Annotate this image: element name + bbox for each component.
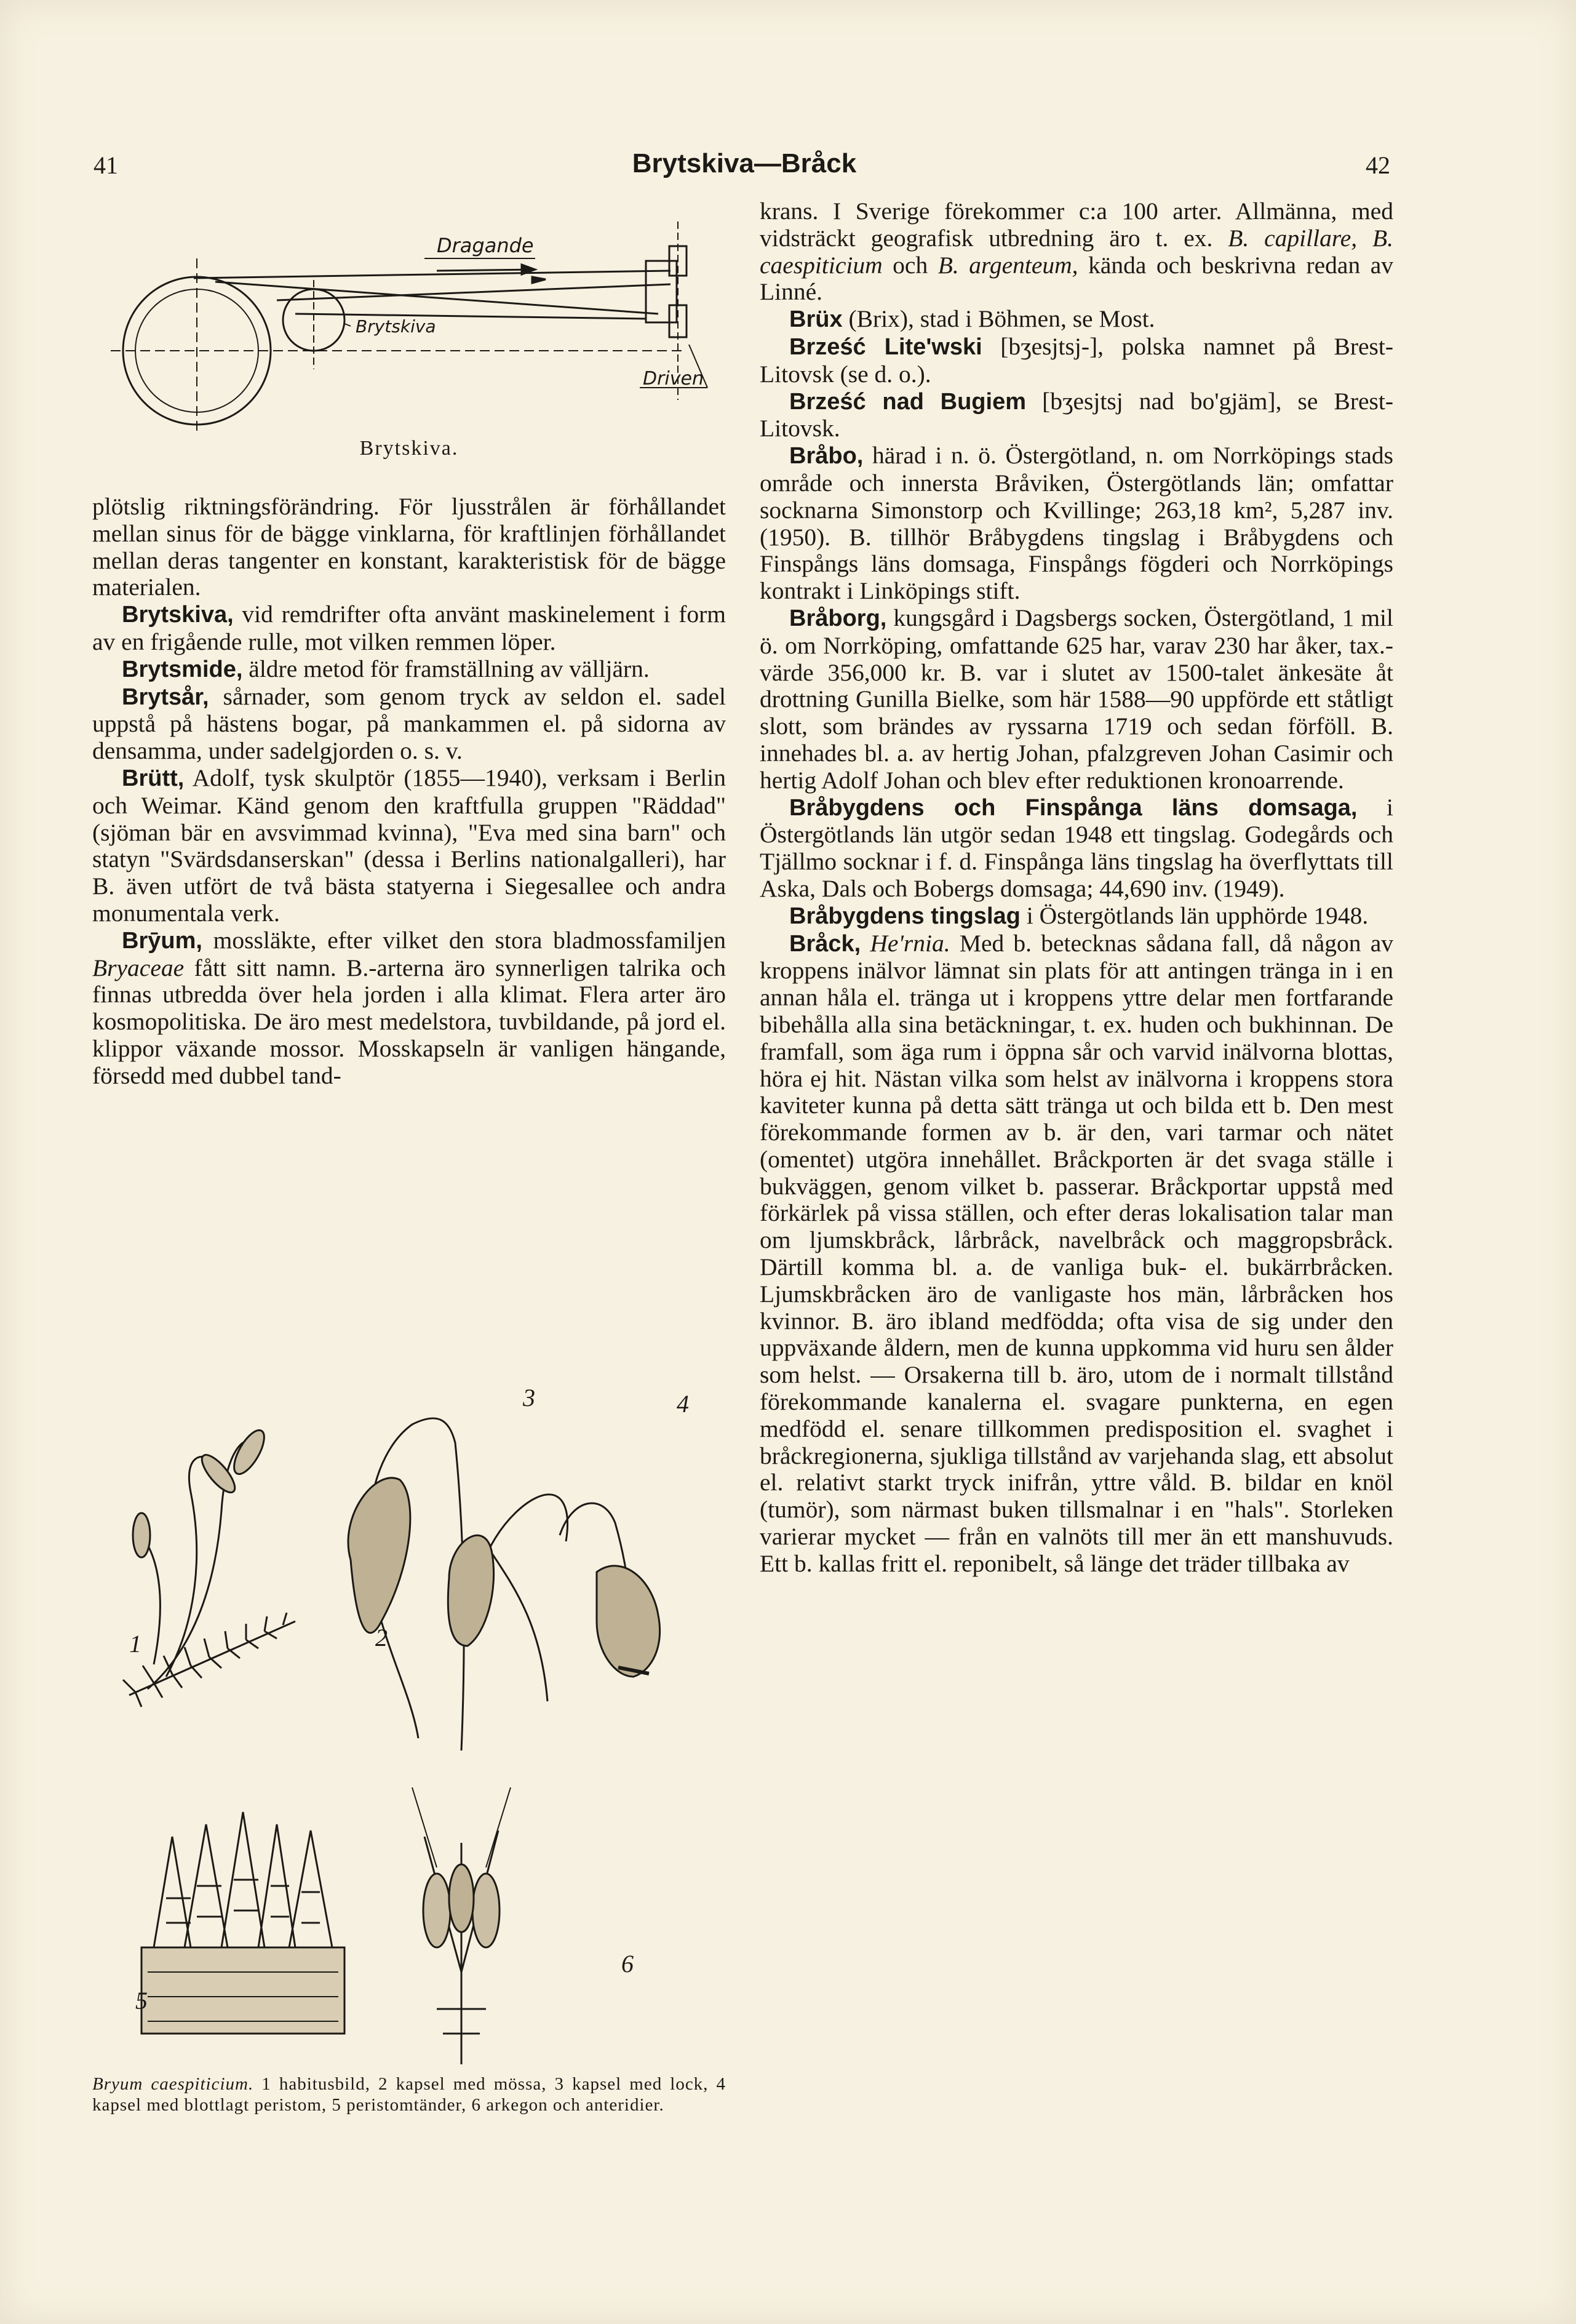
- entry-text: kända och beskrivna redan av Linné.: [760, 251, 1393, 306]
- left-column-text: [92, 493, 726, 1090]
- belt-drive-diagram: [92, 209, 726, 431]
- entry-text: [bʒesjtsj-], polska namnet på Brest-Litovsk (se d. o.).: [760, 332, 1393, 388]
- figure-label-6: 6: [621, 1950, 634, 1978]
- entry-italic: Bryaceae: [92, 954, 185, 981]
- label-dragande: Dragande: [437, 234, 534, 257]
- entry-brzesc-nad-bugiem: [760, 388, 1393, 443]
- entry-text: vid remdrifter ofta använt maskinelement i form av en frigående rulle, mot vilken remmen löper.: [92, 601, 726, 655]
- label-driven: Driven: [643, 368, 704, 389]
- entry-text: härad i n. ö. Östergötland, n. om Norrköpings stads område och innersta Bråviken, Östergötlands län; omfattar socknarna Simonstorp och Kvillinge; 263,18 km², 5,287 inv. (1950). B. tillhör Bråbygdens tingslag i Bråbygdens och Finspångs läns domsaga, Finspångs fögderi och Norrköpings kontrakt i Linköpings stift.: [760, 442, 1393, 605]
- page-header: [86, 148, 1403, 188]
- entry-text: [bʒesjtsj nad bo'gjäm], se Brest-Litovsk.: [760, 387, 1394, 442]
- entry-text: sårnader, som genom tryck av seldon el. sadel uppstå på hästens bogar, på mankammen el. på sidorna av densamma, under sadelgjorden o. s. v.: [92, 682, 726, 765]
- headword: Brüx: [789, 306, 843, 333]
- entry-text: kungsgård i Dagsbergs socken, Östergötland, 1 mil ö. om Norrköping, omfattande 625 har, varav 230 har åker, tax.-värde 356,000 kr. B. var i slutet av 1500-talet änkesäte åt drottning Gunilla Bielke, som här 1588—90 uppförde ett ståtligt slott, som brändes av ryssarna 1719 och sedan förföll. B. innehades bl. a. av hertig Johan, pfalzgreven Johan Casimir och hertig Adolf Johan och blev efter reduktionen kronoarrende.: [760, 604, 1393, 794]
- right-column-text: [760, 198, 1393, 1578]
- headword: Brześć Lite'wski: [789, 333, 982, 360]
- entry-text: i Östergötlands län utgör sedan 1948 ett tingslag. Godegårds och Tjällmo socknar i f. d. Finspånga läns tingslag ha överflyttats till Aska, Dals och Bobergs domsaga; 44,690 inv. (1949).: [760, 793, 1393, 902]
- entry-brabo: [760, 442, 1393, 605]
- entry-bryum: [92, 927, 726, 1090]
- figure-caption-bryum: [92, 2074, 726, 2115]
- entry-brytsmide: [92, 656, 726, 684]
- entry-brytskiva: [92, 601, 726, 656]
- entry-brzesc-litewski: [760, 333, 1393, 388]
- headword: Bråck,: [789, 930, 861, 957]
- headword: Brytsmide,: [122, 656, 243, 682]
- brytskiva-figure: [92, 209, 726, 480]
- headword: Bråbygdens tingslag: [789, 903, 1021, 929]
- figure-label-2: 2: [375, 1624, 388, 1651]
- continued-paragraph: [760, 198, 1393, 306]
- headword: Bråbo,: [789, 443, 864, 469]
- right-page-number: 42: [1366, 151, 1390, 179]
- headword: Brytsår,: [122, 684, 209, 710]
- entry-text: (Brix), stad i Böhmen, se Most.: [842, 305, 1155, 333]
- label-brytskiva: Brytskiva: [356, 316, 436, 337]
- figure-label-1: 1: [129, 1630, 141, 1658]
- continued-paragraph: plötslig riktningsförändring. För ljusstrålen är förhållandet mellan sinus för de bägge vinklarna, för kraftlinjen förhållandet mellan deras tangenter en konstant, karakteristisk för de bägge materialen.: [92, 493, 726, 601]
- entry-italic: B. argenteum,: [937, 251, 1078, 279]
- entry-brabygdens-domsaga: [760, 794, 1393, 903]
- left-page-number: 41: [94, 151, 118, 179]
- headword: Brütt,: [122, 765, 185, 791]
- entry-brack: [760, 930, 1393, 1578]
- entry-brabygdens-tingslag: [760, 903, 1393, 930]
- caption-text: 1 habitusbild, 2 kapsel med mössa, 3 kapsel med lock, 4 kapsel med blottlagt peristom, 5 peristomtänder, 6 arkegon och anteridier.: [92, 2074, 726, 2115]
- moss-illustration: [92, 1357, 726, 2064]
- figure-label-4: 4: [677, 1390, 689, 1418]
- entry-text: mossläkte, efter vilket den stora bladmossfamiljen: [202, 926, 726, 954]
- entry-brytsar: [92, 684, 726, 765]
- entry-text: i Östergötlands län upphörde 1948.: [1020, 901, 1369, 929]
- entry-text: och: [882, 251, 938, 279]
- entry-brux: [760, 306, 1393, 333]
- headword: Brytskiva,: [122, 602, 234, 628]
- entry-text: äldre metod för framställning av välljärn.: [242, 655, 650, 682]
- running-title: Brytskiva—Bråck: [632, 148, 857, 178]
- entry-text: fått sitt namn. B.-arterna äro synnerligen talrika och finnas utbredda över hela jorden i alla klimat. Flera arter äro kosmopolitiska. De äro mest medelstora, tuvbildande, på jord el. klippor växande mossor. Mosskapseln är vanligen hängande, försedd med dubbel tand-: [92, 954, 726, 1089]
- entry-braborg: [760, 605, 1393, 794]
- entry-text: Med b. betecknas sådana fall, då någon av kroppens inälvor lämnat sin plats för att antingen tränga in i en annan håla el. tränga ut i kroppens yttre delar men fortfarande bibehålla alla sina betäckningar, t. ex. huden och bukhinnan. De framfall, som äga rum i öppna sår och varvid inälvorna blottas, höra ej hit. Nästan vilka som helst av inälvorna i kroppens stora kaviteter kunna på detta sätt tränga ut och bilda ett b. Den mest förekommande formen av b. är den, vari tarmar och nätet (omentet) utgöra innehållet. Bråckporten är det svaga ställe i bukväggen, genom vilket b. passerar. Bråckportar uppstå med förkärlek på vissa ställen, och efter deras lokalisation talar man om ljumskbråck, lårbråck, navelbråck och maggropsbråck. Därtill komma bl. a. de vanliga buk- el. bukärrbråcken. Ljumskbråcken äro de vanligaste hos män, lårbråcken hos kvinnor. B. äro ibland medfödda; ofta visa de sig under den uppväxande åldern, men de kunna uppkomma vid huru sen ålder som helst. — Orsakerna till b. äro, utom de i normalt tillstånd förekommande kanalerna el. svagare punkterna, en egen medfödd el. senare tillkommen predisposition el. svaghet i bråckregionerna, sjukliga tillstånd av varjehanda slag, ett absolut el. relativt starkt tryck inifrån, yttre våld. B. bildar en knöl (tumör), som närmast buken tillsmalnar i en "hals". Storleken varierar mycket — från en valnöts till mer än ett manshuvuds. Ett b. kallas fritt el. reponibelt, så länge det träder tillbaka av: [760, 929, 1393, 1577]
- headword: Bråbygdens och Finspånga läns domsaga,: [789, 794, 1358, 821]
- bryum-figure: [92, 1357, 726, 2064]
- entry-italic: He'rnia.: [861, 929, 950, 957]
- caption-species: Bryum caespiticium.: [92, 2074, 254, 2094]
- entry-italic: B. capillare, B. caespiticium: [760, 224, 1394, 279]
- figure-label-5: 5: [135, 1987, 148, 2015]
- entry-text: krans. I Sverige förekommer c:a 100 arter. Allmänna, med vidsträckt geografisk utbredning äro t. ex.: [760, 198, 1393, 252]
- headword: Brȳum,: [122, 927, 202, 954]
- headword: Brześć nad Bugiem: [789, 388, 1027, 415]
- headword: Bråborg,: [789, 605, 887, 631]
- entry-text: Adolf, tysk skulptör (1855—1940), verksam i Berlin och Weimar. Känd genom den kraftfulla gruppen "Räddad" (sjöman bär en avsvimmad kvinna), "Eva med sina barn" och statyn "Svärdsdanserskan" (dessa i Berlins nationalgalleri), har B. även utfört de två bästa statyerna i Siegesallee och andra monumentala verk.: [92, 764, 726, 927]
- figure-caption-brytskiva: Brytskiva.: [359, 437, 459, 460]
- figure-label-3: 3: [523, 1384, 535, 1412]
- entry-brutt: [92, 765, 726, 927]
